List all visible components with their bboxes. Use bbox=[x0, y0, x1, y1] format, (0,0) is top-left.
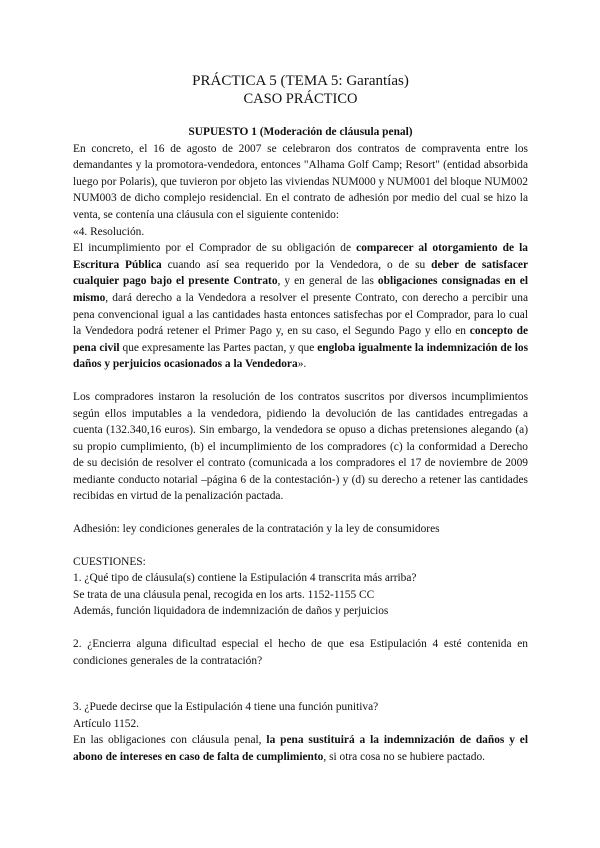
cuestiones-heading: CUESTIONES: bbox=[73, 555, 146, 568]
spacer bbox=[73, 505, 528, 521]
clause-paragraph bbox=[73, 240, 528, 373]
clause-bold-2: deber de satisfacer cualquier pago bajo el presente Contrato bbox=[73, 258, 528, 288]
clause-bold-4: concepto de pena civil bbox=[73, 325, 528, 354]
resolution-paragraph: Los compradores instaron la resolución de los contratos suscritos por diversos incumplimientos según ellos imputables a la vendedora, pidiendo la devolución de las cantidades entregadas a cuenta (132.340,16 euros). Sin embargo, la vendedora se opuso a dichas pretensiones alegando (a) su propio cumplimiento, (b) el incumplimiento de los compradores (c) la conformidad a Derecho de su decisión de resolver el contrato (comunicada a los compradores el 17 de noviembre de 2009 mediante conducto notarial –página 6 de la contestación-) y (d) su derecho a retener las cantidades recibidas en virtud de la penalización pactada. bbox=[73, 390, 528, 503]
answer-1-line-1: Se trata de una cláusula penal, recogida en los arts. 1152-1155 CC bbox=[73, 588, 375, 601]
page-title: PRÁCTICA 5 (TEMA 5: Garantías) bbox=[192, 73, 409, 89]
answer-3-text-2: , si otra cosa no se hubiere pactado. bbox=[323, 751, 486, 763]
clause-title: «4. Resolución. bbox=[73, 225, 145, 238]
question-2: 2. ¿Encierra alguna dificultad especial el hecho de que esa Estipulación 4 esté contenida en condiciones generales de la contratación? bbox=[73, 638, 528, 667]
clause-bold-5: engloba igualmente la indemnización de los daños y perjuicios ocasionados a la Vendedora bbox=[73, 341, 529, 371]
document-page bbox=[73, 72, 528, 766]
answer-3-text-1: En las obligaciones con cláusula penal, bbox=[73, 734, 267, 747]
intro-paragraph: En concreto, el 16 de agosto de 2007 se celebraron dos contratos de compraventa entre los demandantes y la promotora-vendedora, entonces "Alhama Golf Camp; Resort" (entidad absorbida luego por Polaris), que tuvieron por objeto las viviendas NUM000 y NUM001 del bloque NUM002 NUM003 de dicho complejo residencial. En el contrato de adhesión por medio del cual se hizo la venta, se contenía una cláusula con el siguiente contenido: bbox=[73, 142, 528, 221]
page-subtitle: CASO PRÁCTICO bbox=[243, 91, 358, 107]
clause-text-4: , dará derecho a la Vendedora a resolver el presente Contrato, con derecho a percibir una pena convencional igual a las cantidades hasta entonces satisfechas por el Comprador, para lo cual la Vendedora podrá retener el Primer Pago y, en su caso, el Segundo Pago y ello en bbox=[73, 291, 528, 338]
question-3: 3. ¿Puede decirse que la Estipulación 4 tiene una función punitiva? bbox=[73, 701, 379, 714]
supuesto-heading: SUPUESTO 1 (Moderación de cláusula penal) bbox=[188, 126, 413, 138]
clause-bold-1: comparecer al otorgamiento de la Escritura Pública bbox=[73, 242, 528, 271]
question-1: 1. ¿Qué tipo de cláusula(s) contiene la Estipulación 4 transcrita más arriba? bbox=[73, 572, 417, 585]
spacer bbox=[73, 373, 528, 389]
clause-bold-3: obligaciones consignadas en el mismo bbox=[73, 275, 528, 304]
answer-3-bold: la pena sustituirá a la indemnización de daños y el abono de intereses en caso de falta de cumplimiento bbox=[73, 734, 528, 763]
clause-text-3: , y en general de las bbox=[277, 275, 378, 288]
adhesion-note: Adhesión: ley condiciones generales de la contratación y la ley de consumidores bbox=[73, 523, 440, 536]
clause-text-6: ». bbox=[297, 358, 307, 371]
answer-1-line-2: Además, función liquidadora de indemnización de daños y perjuicios bbox=[73, 605, 389, 618]
clause-text-1: El incumplimiento por el Comprador de su obligación de bbox=[73, 242, 357, 255]
clause-text-2: cuando así sea requerido por la Vendedora, o de su bbox=[161, 258, 432, 271]
spacer bbox=[73, 538, 528, 554]
spacer bbox=[73, 669, 528, 699]
answer-3-article: Artículo 1152. bbox=[73, 717, 140, 730]
clause-text-5: que expresamente las Partes pactan, y que bbox=[119, 341, 318, 354]
spacer bbox=[73, 620, 528, 636]
answer-3-paragraph bbox=[73, 732, 528, 765]
